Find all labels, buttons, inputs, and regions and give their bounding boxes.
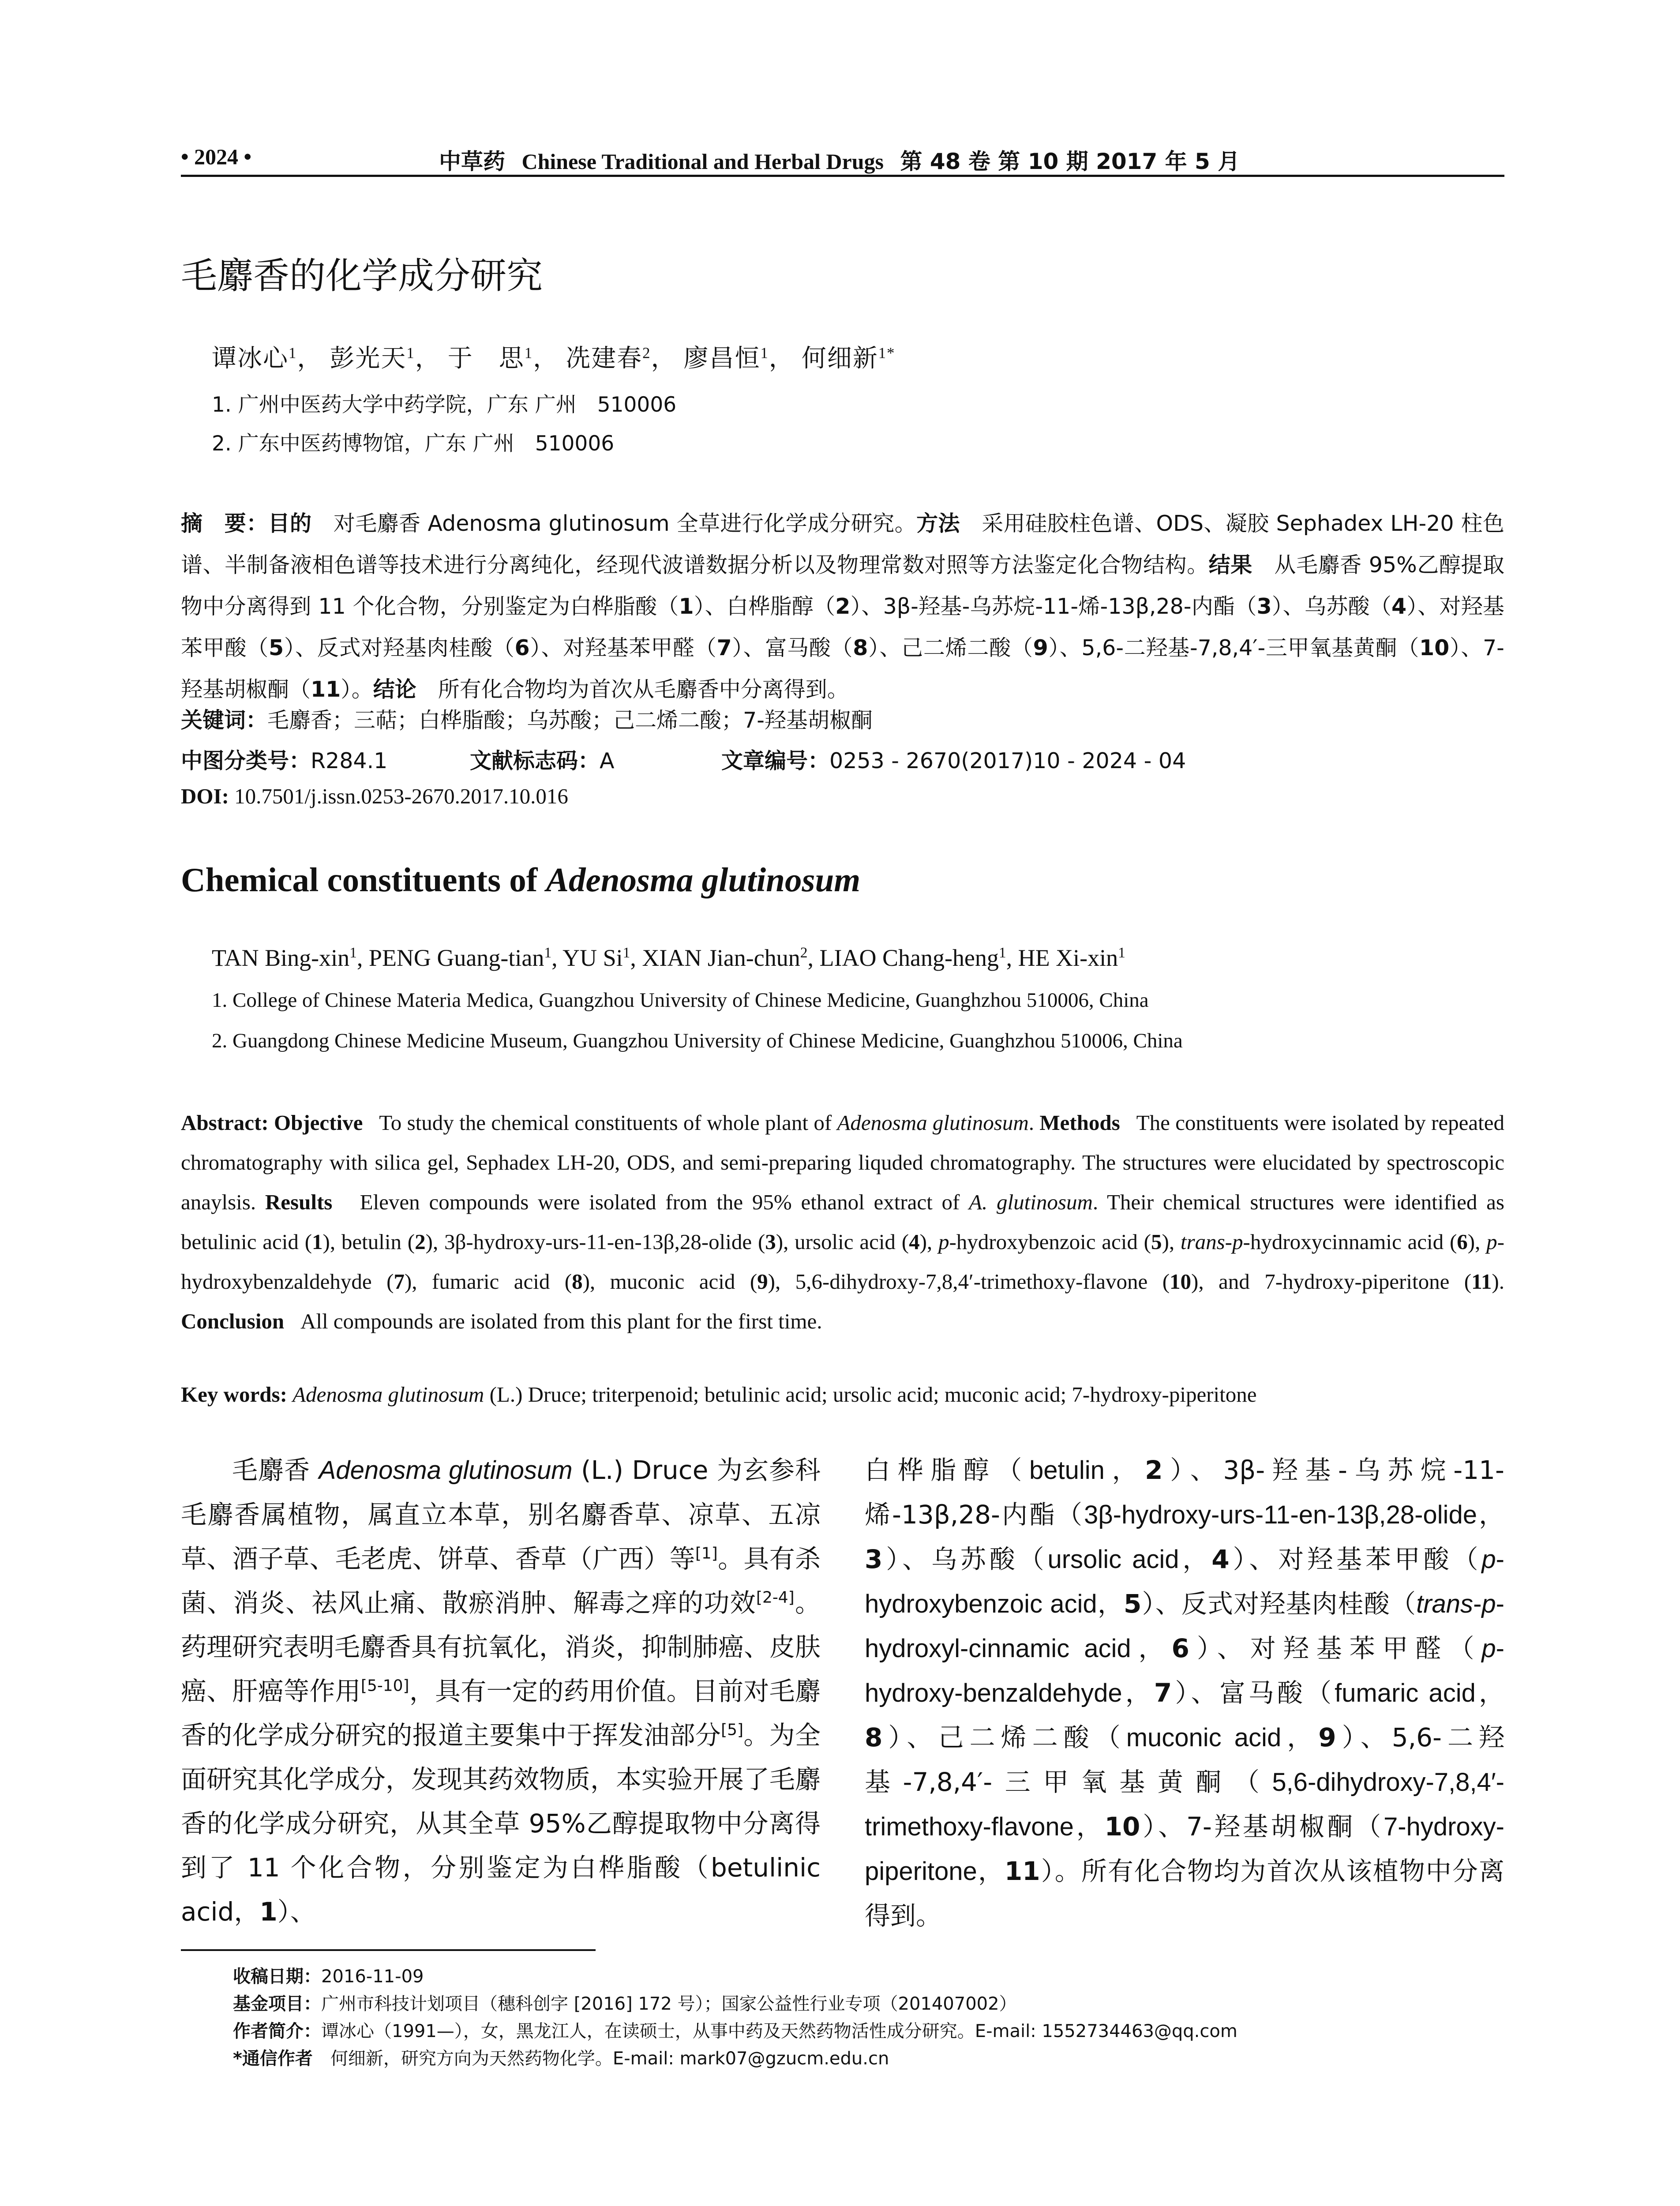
cn-author: 谭冰心 [212,345,289,372]
running-header [181,140,1504,176]
en-author: TAN Bing-xin [212,945,350,971]
en-abstract: Abstract: Objective To study the chemical constituents of whole plant of Adenosma glutinosum. Methods The constituents were isolated by repeated chromatography with silica gel, Sephadex LH-20, ODS, and semi-preparing liquded chromatography. The structures were elucidated by spectroscopic anaylsis. Results Eleven compounds were isolated from the 95% ethanol extract of A. glutinosum. Their chemical structures were identified as betulinic acid (1), betulin (2), 3β-hydroxy-urs-11-en-13β,28-olide (3), ursolic acid (4), p-hydroxybenzoic acid (5), trans-p-hydroxycinnamic acid (6), p-hydroxybenzaldehyde (7), fumaric acid (8), muconic acid (9), 5,6-dihydroxy-7,8,4′-trimethoxy-flavone (10), and 7-hydroxy-piperitone (11). Conclusion All compounds are isolated from this plant for the first time. [181,1111,1505,1333]
header-rule [181,175,1504,177]
journal-name-en: Chinese Traditional and Herbal Drugs [521,149,884,174]
reference-link[interactable]: [5] [721,1721,744,1739]
doc-code: 文献标志码：A [470,748,615,773]
en-author: YU Si [562,945,623,971]
body-column-right: 白桦脂醇（betulin，2）、3β-羟基-乌苏烷-11-烯-13β,28-内酯（3β-hydroxy-urs-11-en-13β,28-olide，3）、乌苏酸（ursolic acid，4）、对羟基苯甲酸（p-hydroxybenzoic acid，5）、反式对羟基肉桂酸（trans-p-hydroxyl-cinnamic acid，6）、对羟基苯甲醛（p-hydroxy-benzaldehyde，7）、富马酸（fumaric acid，8）、己二烯二酸（muconic acid，9）、5,6-二羟基-7,8,4′-三甲氧基黄酮（5,6-dihydroxy-7,8,4′-trimethoxy-flavone，10）、7-羟基胡椒酮（7-hydroxy-piperitone，11）。所有化合物均为首次从该植物中分离得到。 [865,1455,1504,1931]
doi: DOI: 10.7501/j.issn.0253-2670.2017.10.016 [181,784,568,808]
en-author: PENG Guang-tian [368,945,544,971]
journal-line [439,144,1240,176]
en-affiliation: 2. Guangdong Chinese Medicine Museum, Guangzhou University of Chinese Medicine, Guanghzhou 510006, China [212,1029,1183,1052]
en-keywords: Key words: Adenosma glutinosum (L.) Druce; triterpenoid; betulinic acid; ursolic acid; muconic acid; 7-hydroxy-piperitone [181,1382,1257,1407]
cn-abstract: 摘 要：目的 对毛麝香 Adenosma glutinosum 全草进行化学成分研究。方法 采用硅胶柱色谱、ODS、凝胶 Sephadex LH-20 柱色谱、半制备液相色谱等技术进行分离纯化，经现代波谱数据分析以及物理常数对照等方法鉴定化合物结构。结果 从毛麝香 95%乙醇提取物中分离得到 11 个化合物，分别鉴定为白桦脂酸（1）、白桦脂醇（2）、3β-羟基-乌苏烷-11-烯-13β,28-内酯（3）、乌苏酸（4）、对羟基苯甲酸（5）、反式对羟基肉桂酸（6）、对羟基苯甲醛（7）、富马酸（8）、己二烯二酸（9）、5,6-二羟基-7,8,4′-三甲氧基黄酮（10）、7-羟基胡椒酮（11）。结论 所有化合物均为首次从毛麝香中分离得到。 [181,511,1504,702]
en-title: Chemical constituents of Adenosma glutinosum [181,861,861,899]
cn-author-list: 谭冰心$^1$， 彭光天$^1$， 于 思$^1$， 冼建春$^2$， 廖昌恒$^1$， 何细新$^{1*}$ [212,344,896,372]
footnote-corresponding: *通信作者 何细新，研究方向为天然药物化学。E-mail: mark07@gzucm.edu.cn [233,2048,889,2069]
en-author: HE Xi-xin [1018,945,1118,971]
reference-link[interactable]: [2-4] [756,1588,795,1607]
cn-author: 廖昌恒 [683,345,761,372]
article-number: 文章编号：0253 - 2670(2017)10 - 2024 - 04 [721,748,1186,773]
footnote-received: 收稿日期：2016-11-09 [233,1966,424,1987]
en-author-list: TAN Bing-xin$^1$, PENG Guang-tian$^1$, YU Si$^1$, XIAN Jian-chun$^2$, LIAO Chang-heng$^1$, HE Xi-xin$^1$ [212,945,1125,971]
cn-affiliation: 2. 广东中医药博物馆，广东 广州 510006 [212,431,615,456]
cn-author: 彭光天 [330,345,407,372]
footnote-author: 作者简介：谭冰心（1991—），女，黑龙江人，在读硕士，从事中药及天然药物活性成分研究。E-mail: 1552734463@qq.com [233,2021,1238,2041]
journal-name-cn: 中草药 [439,149,505,174]
reference-link[interactable]: [5-10] [360,1677,409,1695]
issue-info: 第 48 卷 第 10 期 2017 年 5 月 [900,149,1240,174]
cn-author: 冼建春 [566,345,643,372]
cn-keywords: 关键词：毛麝香；三萜；白桦脂酸；乌苏酸；己二烯二酸；7-羟基胡椒酮 [181,708,873,733]
clc-number: 中图分类号：R284.1 [181,748,388,773]
cn-classification-line [181,744,1504,775]
reference-link[interactable]: [1] [695,1544,718,1563]
en-author: XIAN Jian-chun [642,945,800,971]
body-column-left: 毛麝香 Adenosma glutinosum (L.) Druce 为玄参科毛麝香属植物，属直立本草，别名麝香草、凉草、五凉草、酒子草、毛老虎、饼草、香草（广西）等[1]。具有杀菌、消炎、祛风止痛、散瘀消肿、解毒之痒的功效[2-4]。药理研究表明毛麝香具有抗氧化，消炎，抑制肺癌、皮肤癌、肝癌等作用[5-10]，具有一定的药用价值。目前对毛麝香的化学成分研究的报道主要集中于挥发油部分[5]。为全面研究其化学成分，发现其药效物质，本实验开展了毛麝香的化学成分研究，从其全草 95%乙醇提取物中分离得到了 11 个化合物，分别鉴定为白桦脂酸（betulinic acid，1）、 [181,1455,821,1927]
en-affiliation: 1. College of Chinese Materia Medica, Guangzhou University of Chinese Medicine, Guanghzhou 510006, China [212,989,1149,1012]
cn-title: 毛麝香的化学成分研究 [181,255,543,297]
page-number: • 2024 • [181,144,252,169]
cn-author: 于 思 [447,345,525,372]
en-author: LIAO Chang-heng [819,945,999,971]
footnote-fund: 基金项目：广州市科技计划项目（穗科创字 [2016] 172 号）；国家公益性行业专项（201407002） [233,1994,1017,2014]
cn-author: 何细新 [801,345,878,372]
footnote-rule [181,1949,596,1951]
cn-affiliation: 1. 广州中医药大学中药学院，广东 广州 510006 [212,393,677,417]
